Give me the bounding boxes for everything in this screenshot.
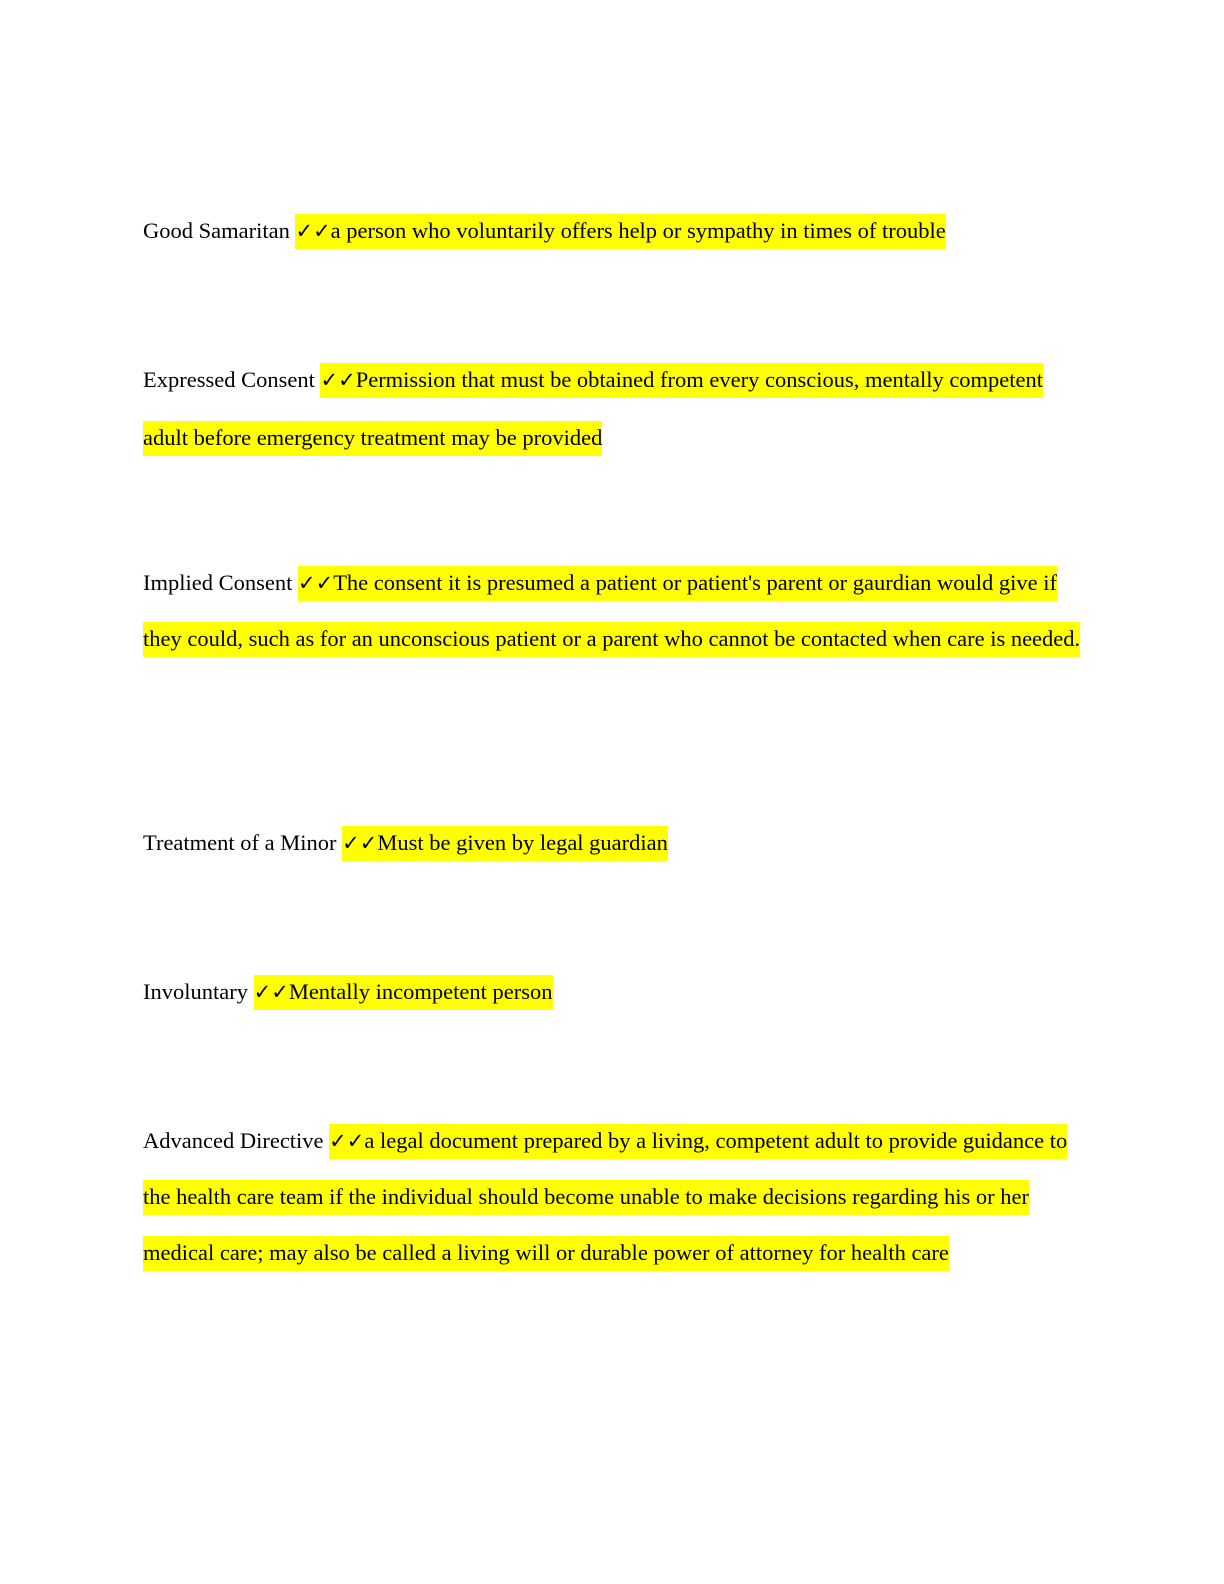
entry-definition: Permission that must be obtained from every conscious, mentally competent adult before emergency treatment may be provided [143,367,1044,450]
glossary-entry-good-samaritan [143,202,1083,260]
checkmark-icon: ✓✓ [329,1129,365,1153]
entry-definition: a person who voluntarily offers help or sympathy in times of trouble [330,218,946,243]
entry-definition: Mentally incompetent person [288,979,553,1004]
checkmark-icon: ✓✓ [253,980,289,1004]
glossary-entry-expressed-consent [143,351,1083,467]
glossary-entry-treatment-of-a-minor [143,814,1083,872]
entry-term: Advanced Directive [143,1128,324,1153]
entry-term: Implied Consent [143,570,293,595]
entry-definition: Must be given by legal guardian [377,830,668,855]
entry-definition: The consent it is presumed a patient or patient's parent or gaurdian would give if they could, such as for an unconscious patient or a parent who cannot be contacted when care is needed. [143,570,1081,651]
entry-term: Treatment of a Minor [143,830,337,855]
glossary-entry-advanced-directive [143,1113,1083,1281]
entry-term: Expressed Consent [143,367,315,392]
checkmark-icon: ✓✓ [295,219,331,243]
entry-term: Involuntary [143,979,248,1004]
checkmark-icon: ✓✓ [342,831,378,855]
glossary-entry-implied-consent [143,555,1083,667]
entry-term: Good Samaritan [143,218,290,243]
entry-definition: a legal document prepared by a living, competent adult to provide guidance to the health care team if the individual should become unable to make decisions regarding his or her medical care; may also be called a living will or durable power of attorney for health care [143,1128,1068,1265]
checkmark-icon: ✓✓ [297,571,334,595]
checkmark-icon: ✓✓ [320,368,356,392]
glossary-entry-involuntary [143,963,1083,1021]
